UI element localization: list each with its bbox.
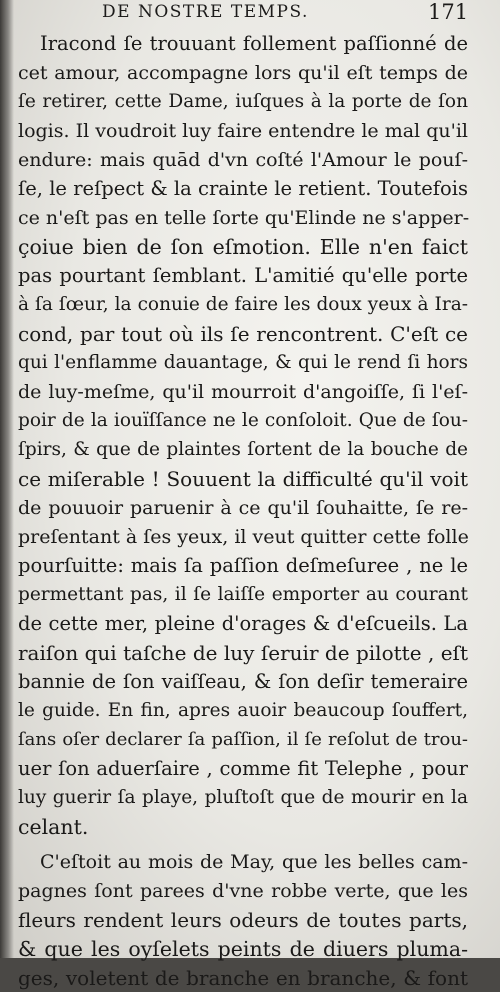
text-line: le guide. En fin, apres auoir beaucoup ſouffert, bbox=[18, 700, 468, 721]
text-line: pas pourtant ſemblant. L'amitié qu'elle porte bbox=[18, 264, 468, 287]
text-line: logis. Il voudroit luy faire entendre le mal qu'il bbox=[18, 120, 468, 142]
text-line: à ſa ſœur, la conuie de faire les doux yeux à Ira- bbox=[18, 294, 468, 315]
text-line: celant. bbox=[18, 815, 89, 839]
text-line: Iracond ſe trouuant follement paſſionné de bbox=[40, 32, 468, 55]
text-line: ce n'eſt pas en telle ſorte qu'Elinde ne s'apper- bbox=[18, 207, 470, 229]
text-line: de luy-meſme, qu'il mourroit d'angoiſſe, ſi l'eſ- bbox=[18, 381, 468, 403]
page-number: 171 bbox=[428, 0, 469, 24]
text-line: ce miſerable ! Souuent la difficulté qu'il voit bbox=[18, 467, 468, 491]
text-line: qui l'enflamme dauantage, & qui le rend ſi hors bbox=[18, 352, 468, 373]
text-line: de pouuoir paruenir à ce qu'il ſouhaitte, ſe re- bbox=[18, 497, 468, 519]
text-line: endure: mais quād d'vn coſté l'Amour le pouſ- bbox=[18, 149, 468, 171]
text-line: pagnes ſont parees d'vne robbe verte, que les bbox=[18, 880, 468, 902]
text-line: cet amour, accompagne lors qu'il eſt temps de bbox=[18, 62, 468, 84]
text-line: bannie de ſon vaiſſeau, & ſon deſir temeraire bbox=[18, 670, 468, 693]
gutter-shadow bbox=[0, 0, 14, 958]
text-line: pourſuitte: mais ſa paſſion deſmeſuree , ne le bbox=[18, 554, 468, 577]
text-line: de cette mer, pleine d'orages & d'eſcueils. La bbox=[18, 612, 468, 635]
text-line: luy guerir ſa playe, pluſtoſt que de mourir en la bbox=[18, 787, 468, 808]
text-line: ſans oſer declarer ſa paſſion, il ſe reſolut de trou- bbox=[18, 729, 468, 750]
text-line: uer ſon aduerſaire , comme fit Telephe , pour bbox=[18, 757, 468, 780]
text-line: C'eſtoit au mois de May, que les belles cam- bbox=[40, 851, 468, 873]
running-head: DE NOSTRE TEMPS. bbox=[102, 2, 309, 22]
text-line: ſpirs, & que de plaintes ſortent de la bouche de bbox=[18, 439, 468, 460]
text-line: preſentant à ſes yeux, il veut quitter cette folle bbox=[18, 526, 469, 548]
text-line: raiſon qui taſche de luy ſeruir de pilotte , eſt bbox=[18, 641, 468, 665]
text-line: permettant pas, il ſe laiſſe emporter au courant bbox=[18, 584, 468, 605]
text-line: cond, par tout où ils ſe rencontrent. C'eſt ce bbox=[18, 322, 468, 346]
text-line: fleurs rendent leurs odeurs de toutes parts, bbox=[18, 908, 468, 932]
text-line: ſe, le reſpect & la crainte le retient. Toutefois bbox=[18, 177, 468, 200]
text-line: ges, voletent de branche en branche, & font bbox=[18, 966, 468, 990]
text-line: çoiue bien de ſon eſmotion. Elle n'en faict bbox=[18, 235, 468, 259]
text-line: poir de la iouïſſance ne le conſoloit. Que de ſou- bbox=[18, 410, 468, 431]
text-line: ſe retirer, cette Dame, iuſques à la porte de ſon bbox=[18, 91, 468, 112]
text-line: & que les oyſelets peints de diuers pluma- bbox=[18, 937, 468, 961]
body-text bbox=[18, 30, 470, 990]
